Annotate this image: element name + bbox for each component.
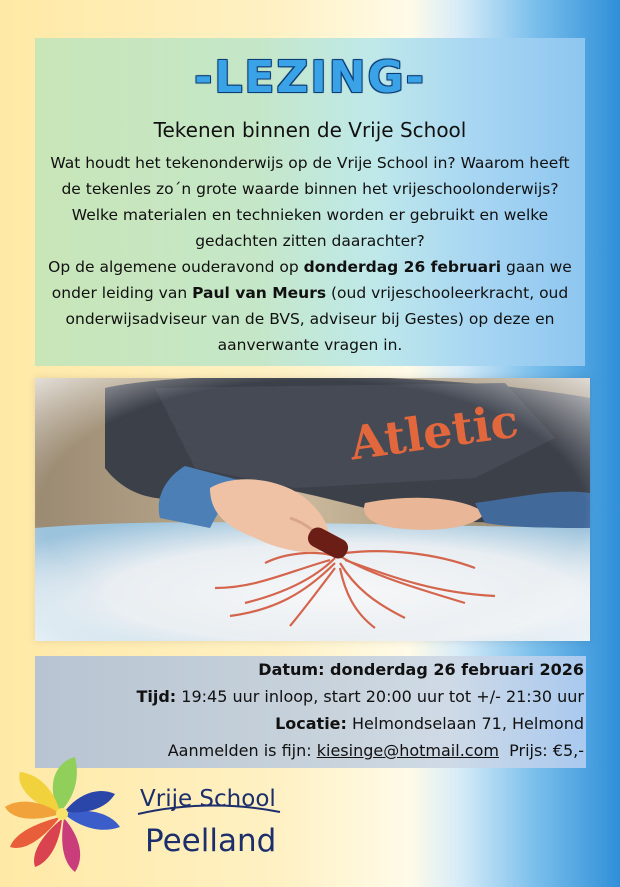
photo-illustration — [35, 378, 590, 641]
event-details — [24, 656, 584, 764]
location-value: Helmondselaan 71, Helmond — [346, 714, 584, 733]
intro-text-span: Op de algemene ouderavond op — [48, 258, 304, 276]
drawing-child-photo — [35, 378, 590, 641]
school-logo — [0, 752, 300, 887]
speaker-name: Paul van Meurs — [192, 284, 327, 302]
signup-label: Aanmelden is fijn: — [167, 741, 317, 760]
intro-text-span: onder leiding van — [51, 284, 193, 302]
logo-text-school: Vrije School — [140, 786, 276, 812]
colored-leaves-icon — [5, 757, 120, 872]
intro-line: onderwijsadviseur van de BVS, adviseur bij Gestes) op deze en — [65, 310, 555, 328]
date-text: Datum: donderdag 26 februari 2026 — [258, 660, 584, 679]
event-date-highlight: donderdag 26 februari — [303, 258, 502, 276]
location-line — [24, 710, 584, 737]
intro-line: Welke materialen en technieken worden er gebruikt en welke — [71, 206, 549, 224]
location-label: Locatie: — [275, 714, 347, 733]
intro-line — [40, 280, 580, 306]
date-line — [24, 656, 584, 683]
intro-text — [40, 150, 580, 358]
intro-line — [40, 254, 580, 280]
intro-text-span: gaan we — [501, 258, 572, 276]
price-text: Prijs: €5,- — [498, 741, 584, 760]
poster-subtitle: Tekenen binnen de Vrije School — [153, 118, 467, 142]
logo-text-peelland: Peelland — [145, 823, 277, 859]
intro-text-span: (oud vrijeschooleerkracht, oud — [326, 284, 569, 302]
email-link[interactable]: kiesinge@hotmail.com — [316, 741, 499, 760]
intro-line: aanverwante vragen in. — [217, 336, 403, 354]
intro-line: de tekenles zo´n grote waarde binnen het vrijeschoolonderwijs? — [61, 180, 559, 198]
poster-title: -LEZING- — [194, 52, 426, 103]
intro-line: gedachten zitten daarachter? — [195, 232, 425, 250]
time-label: Tijd: — [136, 687, 177, 706]
time-value: 19:45 uur inloop, start 20:00 uur tot +/- 21:30 uur — [176, 687, 584, 706]
time-line — [24, 683, 584, 710]
intro-line: Wat houdt het tekenonderwijs op de Vrije School in? Waarom heeft — [50, 154, 570, 172]
